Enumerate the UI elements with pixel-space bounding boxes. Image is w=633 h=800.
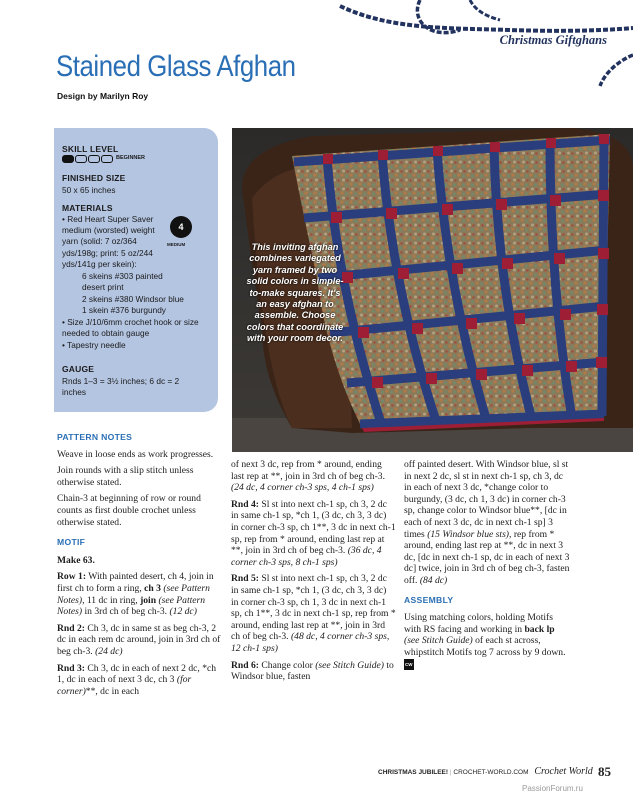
instruction-text: of each st across, whipstitch Motifs tog 7 across by 9 down. <box>404 635 566 658</box>
footer-magazine: Crochet World <box>534 766 593 777</box>
motif-heading: MOTIF <box>57 537 86 548</box>
pattern-note: Weave in loose ends as work progresses. <box>57 448 214 460</box>
instruction-text: ch 3 <box>144 582 161 594</box>
row-label: Rnd 2: <box>57 622 85 634</box>
section-tag: Christmas Giftghans <box>496 33 611 48</box>
instruction-rnd-5 <box>231 573 396 654</box>
row-label: Rnd 6: <box>231 659 259 671</box>
instruction-text: Sl st into next ch-1 sp, ch 3, 2 dc in same ch-1 sp, *ch 1, (3 dc, ch 3, 3 dc) in corner ch-3 sp, ch 1**, 3 dc in next ch-1 sp, rep from * around, ending last rep at **, join in 3rd ch of beg ch-3. <box>231 498 396 557</box>
materials-item: 6 skeins #303 painted desert print <box>82 271 163 293</box>
instruction-text: (see Pattern Notes) <box>57 594 206 618</box>
skill-level-segment <box>88 155 100 163</box>
end-mark-icon: CW <box>404 659 414 671</box>
instruction-text: of next 3 dc, rep from * around, ending last rep at **, join in 3rd ch of beg ch-3. <box>231 459 385 482</box>
materials-item: 2 skeins #380 Windsor blue <box>82 294 184 304</box>
assembly-heading: ASSEMBLY <box>404 594 454 605</box>
materials-heading: MATERIALS <box>62 203 113 213</box>
materials-item: • Red Heart Super Saver medium (worsted) weight yarn (solid: 7 oz/364 yds/198g; print: 5 oz/244 yds/141g per skein): <box>62 214 155 269</box>
stitch-count: (12 dc) <box>169 606 197 618</box>
instruction-rnd-2 <box>57 623 222 658</box>
column-1 <box>57 432 222 702</box>
footer-issue: CHRISTMAS JUBILEE! <box>378 769 449 776</box>
skill-level-label: BEGINNER <box>116 155 146 162</box>
materials-item: • Tapestry needle <box>62 340 126 350</box>
skill-level-segment <box>75 155 87 163</box>
instruction-text: , rep from * around, ending last rep at **, dc in next 3 dc, [dc in next ch-1 sp, dc in each of next 3 dc] twice, join in 3rd ch of beg ch-3, fasten off. <box>404 528 570 586</box>
page-footer: CHRISTMAS JUBILEE! | CROCHET-WORLD.COM Crochet World <box>378 766 593 777</box>
instruction-rnd-3 <box>57 663 222 698</box>
instruction-text: (15 Windsor blue sts) <box>427 528 510 540</box>
page-number: 85 <box>598 764 611 779</box>
photo-caption: This inviting afghan combines variegated yarn framed by two solid colors in simple-to-make squares. It's an easy afghan to assemble. Choose colors that coordinate with your room decor. <box>246 242 344 344</box>
column-3 <box>404 459 571 675</box>
row-label: Rnd 4: <box>231 498 259 510</box>
footer-site: CROCHET-WORLD.COM <box>453 769 529 776</box>
row-label: Rnd 5: <box>231 573 259 585</box>
skill-level-heading: SKILL LEVEL <box>62 144 119 154</box>
motif-count: Make 63. <box>57 554 95 566</box>
column-2 <box>231 459 396 688</box>
stitch-count: (24 dc, 4 corner ch-3 sps, 4 ch-1 sps) <box>231 482 374 494</box>
pattern-note: Chain-3 at beginning of row or round counts as first double crochet unless otherwise stated. <box>57 493 201 528</box>
materials-item: 1 skein #376 burgundy <box>82 305 166 315</box>
row-label: Row 1: <box>57 571 87 583</box>
row-label: Rnd 3: <box>57 662 85 674</box>
instruction-text: , 11 dc in ring, <box>82 594 141 606</box>
instruction-text: to Windsor blue, fasten <box>231 659 394 683</box>
skill-level-segment <box>101 155 113 163</box>
instruction-rnd-4 <box>231 499 396 569</box>
pattern-note: Join rounds with a slip stitch unless otherwise stated. <box>57 465 194 488</box>
finished-size-heading: FINISHED SIZE <box>62 173 126 183</box>
stitch-count: (24 dc) <box>95 645 123 657</box>
stitch-count: (48 dc, 4 corner ch-3 sps, 12 ch-1 sps) <box>231 631 390 654</box>
watermark: PassionForum.ru <box>522 784 583 793</box>
instruction-text: Using matching colors, holding Motifs with RS facing and working in <box>404 612 553 635</box>
instruction-text: With painted desert, ch 4, join in first ch to form a ring, <box>57 571 214 594</box>
stitch-count: (84 dc) <box>419 574 448 586</box>
stitch-count: (36 dc, 4 corner ch-3 sps, 8 ch-1 sps) <box>231 545 382 568</box>
instruction-text: in 3rd ch of beg ch-3. <box>82 606 170 618</box>
instruction-rnd-3-cont <box>231 459 396 494</box>
instruction-row-1 <box>57 571 222 617</box>
designer-credit: Design by Marilyn Roy <box>57 91 149 101</box>
info-box <box>54 128 218 412</box>
yarn-weight-icon: 4 <box>170 216 192 238</box>
yarn-weight-label: MEDIUM <box>167 242 186 247</box>
instruction-text: join <box>140 594 157 606</box>
instruction-text: (see Pattern Notes) <box>57 582 210 606</box>
instruction-text: Sl st into next ch-1 sp, ch 3, 2 dc in same ch-1 sp, *ch 1, (3 dc, ch 3, 3 dc) in corner ch-3 sp, ch 1, 3 dc in next ch-1 sp, ch 1**, 3 dc in next ch-1 sp, rep from * around, ending last rep at **, join in 3rd ch of beg ch-3. <box>231 573 396 643</box>
materials-item: • Size J/10/6mm crochet hook or size needed to obtain gauge <box>62 317 199 339</box>
instruction-text: off painted desert. With Windsor blue, sl st in next 2 dc, sl st in next ch-1 sp, ch 3, dc in each of next 3 dc, *change color to burgundy, (3 dc, ch 1, 3 dc) in corner ch-3 sp, change color to Windsor blue**, [dc in each of next 3 dc, dc in next ch-1 sp] 3 times <box>404 459 569 540</box>
pattern-notes-heading: PATTERN NOTES <box>57 432 133 442</box>
instruction-text: (see Stitch Guide) <box>404 635 473 647</box>
instruction-text: (see Stitch Guide) <box>315 659 384 671</box>
skill-level-segment <box>62 155 74 163</box>
instruction-text: Ch 3, dc in same st as beg ch-3, 2 dc in each rem dc around, join in 3rd ch of beg ch-3. <box>57 622 221 657</box>
gauge-value: Rnds 1–3 = 3½ inches; 6 dc = 2 inches <box>62 376 180 398</box>
instruction-text: (for corner) <box>57 674 192 697</box>
instruction-text: Change color <box>259 659 316 671</box>
skill-level-meter <box>62 153 145 164</box>
instruction-rnd-6-cont <box>404 459 571 587</box>
gauge-heading: GAUGE <box>62 364 95 374</box>
instruction-rnd-6 <box>231 660 396 683</box>
page-title: Stained Glass Afghan <box>56 50 296 83</box>
finished-size-value: 50 x 65 inches <box>62 185 116 195</box>
instruction-text: **, dc in each <box>85 685 140 697</box>
instruction-text: Ch 3, dc in each of next 2 dc, *ch 1, dc in each of next 3 dc, ch 3 <box>57 662 217 686</box>
assembly-text <box>404 612 571 670</box>
instruction-text: back lp <box>524 623 555 635</box>
